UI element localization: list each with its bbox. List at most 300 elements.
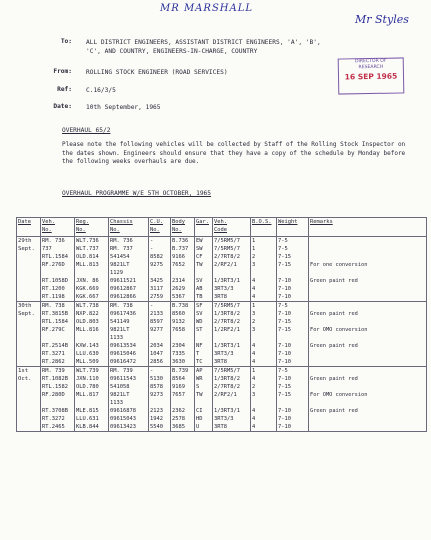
cell-gar: U: [195, 423, 213, 432]
cell-chassis: 1133: [109, 334, 149, 342]
cell-reg: MLL.817: [75, 391, 109, 399]
cell-veh: [41, 334, 75, 342]
cell-bos: 4: [251, 285, 277, 293]
cell-remarks: Green paint red: [309, 407, 427, 415]
cell-cu: 3425: [149, 277, 171, 285]
column-header: [41, 218, 75, 237]
cell-chassis: 09611543: [109, 375, 149, 383]
cell-chassis: 09616878: [109, 407, 149, 415]
cell-cu: 9273: [149, 391, 171, 399]
cell-bos: 4: [251, 407, 277, 415]
cell-code: [213, 399, 251, 407]
cell-cu: [149, 269, 171, 277]
cell-reg: KLB.844: [75, 423, 109, 432]
cell-gar: T: [195, 350, 213, 358]
cell-code: 3RT8: [213, 293, 251, 302]
cell-reg: WLT.738: [75, 302, 109, 311]
cell-reg: WLT.739: [75, 367, 109, 376]
cell-cu: -: [149, 237, 171, 246]
cell-reg: KGK.667: [75, 293, 109, 302]
cell-weight: [277, 269, 309, 277]
cell-veh: RF.279C: [41, 326, 75, 334]
cell-reg: JXN.110: [75, 375, 109, 383]
cell-veh: 737: [41, 245, 75, 253]
cell-veh: RT.2862: [41, 358, 75, 367]
cell-veh: RT.1198: [41, 293, 75, 302]
cell-body: 7658: [171, 326, 195, 334]
column-header: [195, 218, 213, 237]
cell-veh: RF.276D: [41, 261, 75, 269]
column-header-sublabel: No.: [42, 227, 52, 233]
cell-code: 1/3RT3/1: [213, 277, 251, 285]
cell-weight: [277, 399, 309, 407]
cell-weight: 7-10: [277, 423, 309, 432]
cell-bos: 4: [251, 342, 277, 350]
cell-code: 2/7RT8/2: [213, 318, 251, 326]
cell-reg: MLL.509: [75, 358, 109, 367]
cell-remarks: [309, 318, 427, 326]
date-label: Date:: [53, 103, 72, 110]
cell-date: [17, 399, 41, 407]
cell-bos: 4: [251, 293, 277, 302]
cell-reg: OLD.780: [75, 383, 109, 391]
cell-code: 1/3RT3/1: [213, 342, 251, 350]
cell-veh: RT.2465: [41, 423, 75, 432]
cell-remarks: [309, 302, 427, 311]
cell-chassis: RM. 738: [109, 302, 149, 311]
cell-date: [17, 269, 41, 277]
cell-bos: 3: [251, 310, 277, 318]
cell-veh: [41, 399, 75, 407]
cell-gar: [195, 269, 213, 277]
cell-bos: 3: [251, 391, 277, 399]
cell-chassis: 541058: [109, 383, 149, 391]
cell-date: [17, 415, 41, 423]
cell-bos: 2: [251, 383, 277, 391]
column-header: [309, 218, 427, 237]
cell-date: [17, 293, 41, 302]
cell-body: 2304: [171, 342, 195, 350]
cell-chassis: 541454: [109, 253, 149, 261]
cell-body: 9132: [171, 318, 195, 326]
cell-cu: 1047: [149, 350, 171, 358]
cell-bos: 2: [251, 253, 277, 261]
cell-remarks: [309, 415, 427, 423]
cell-date: [17, 326, 41, 334]
column-header: [171, 218, 195, 237]
cell-body: B.738: [171, 302, 195, 311]
cell-date: 1st: [17, 367, 41, 376]
cell-cu: -: [149, 245, 171, 253]
cell-cu: 8578: [149, 383, 171, 391]
cell-gar: AB: [195, 285, 213, 293]
cell-veh: RTL.1582: [41, 383, 75, 391]
column-header-label: Remarks: [310, 219, 333, 225]
stamp-date: 16 SEP 1965: [344, 71, 398, 82]
cell-gar: SV: [195, 310, 213, 318]
cell-reg: [75, 334, 109, 342]
table-body: [17, 237, 427, 432]
cell-cu: 3117: [149, 285, 171, 293]
cell-weight: 7-10: [277, 285, 309, 293]
column-header: [277, 218, 309, 237]
cell-bos: 4: [251, 277, 277, 285]
programme-title: OVERHAUL PROGRAMME W/E 5TH OCTOBER, 1965: [62, 190, 212, 197]
cell-gar: SV: [195, 277, 213, 285]
cell-veh: RT.1200: [41, 285, 75, 293]
cell-weight: 7-10: [277, 293, 309, 302]
cell-gar: CI: [195, 407, 213, 415]
cell-weight: 7-10: [277, 375, 309, 383]
cell-veh: RM. 738: [41, 302, 75, 311]
cell-gar: SW: [195, 245, 213, 253]
cell-weight: 7-10: [277, 407, 309, 415]
cell-bos: 4: [251, 423, 277, 432]
cell-body: 2629: [171, 285, 195, 293]
cell-chassis: 9821LT: [109, 326, 149, 334]
cell-cu: 2856: [149, 358, 171, 367]
column-header: [17, 218, 41, 237]
cell-weight: 7-10: [277, 350, 309, 358]
cell-bos: 1: [251, 237, 277, 246]
cell-date: [17, 261, 41, 269]
cell-code: 7/5RM5/7: [213, 302, 251, 311]
cell-code: 2/RF2/1: [213, 391, 251, 399]
table-row: [17, 407, 427, 415]
received-stamp: [338, 57, 405, 94]
column-header-label: Chassis: [110, 219, 133, 225]
cell-remarks: For one conversion: [309, 261, 427, 269]
overhaul-schedule-table: [16, 217, 427, 432]
cell-code: 3RT8: [213, 358, 251, 367]
cell-body: 9169: [171, 383, 195, 391]
cell-reg: WLT.736: [75, 237, 109, 246]
cell-chassis: 09615046: [109, 350, 149, 358]
cell-veh: RTL.1584: [41, 318, 75, 326]
cell-gar: CF: [195, 253, 213, 261]
cell-code: 2/7RT8/2: [213, 253, 251, 261]
cell-date: [17, 383, 41, 391]
cell-bos: 4: [251, 350, 277, 358]
cell-date: Oct.: [17, 375, 41, 383]
cell-date: [17, 253, 41, 261]
table-row: [17, 350, 427, 358]
cell-remarks: Green paint red: [309, 310, 427, 318]
cell-date: [17, 285, 41, 293]
column-header-label: B.O.S.: [252, 219, 272, 225]
cell-date: 30th: [17, 302, 41, 311]
column-header: [75, 218, 109, 237]
cell-bos: [251, 269, 277, 277]
cell-remarks: [309, 367, 427, 376]
cell-body: B.739: [171, 367, 195, 376]
cell-cu: [149, 334, 171, 342]
handwritten-name: MR MARSHALL: [160, 3, 254, 14]
cell-remarks: [309, 237, 427, 246]
table-row: [17, 399, 427, 407]
cell-body: B.736: [171, 237, 195, 246]
cell-reg: MLL.813: [75, 261, 109, 269]
cell-cu: 2034: [149, 342, 171, 350]
table-row: [17, 269, 427, 277]
column-header: [213, 218, 251, 237]
cell-weight: 7-15: [277, 253, 309, 261]
cell-reg: KGK.669: [75, 285, 109, 293]
cell-code: 3RT3/3: [213, 415, 251, 423]
cell-code: 2/RF2/1: [213, 261, 251, 269]
cell-remarks: [309, 293, 427, 302]
stamp-line-1: DIRECTOR OF: [354, 58, 387, 65]
cell-cu: 8582: [149, 253, 171, 261]
cell-code: 3RT3/3: [213, 285, 251, 293]
cell-bos: 1: [251, 367, 277, 376]
cell-reg: OLD.803: [75, 318, 109, 326]
cell-gar: TB: [195, 293, 213, 302]
table-row: [17, 318, 427, 326]
cell-remarks: [309, 285, 427, 293]
cell-remarks: [309, 350, 427, 358]
cell-date: [17, 391, 41, 399]
cell-veh: RT.3272: [41, 415, 75, 423]
cell-veh: RT.2514B: [41, 342, 75, 350]
cell-veh: RM. 739: [41, 367, 75, 376]
cell-chassis: 09612867: [109, 285, 149, 293]
stamp-line-2: RESEARCH: [358, 64, 384, 71]
cell-veh: RF.280D: [41, 391, 75, 399]
column-header-label: Date: [18, 219, 31, 225]
cell-cu: 2133: [149, 310, 171, 318]
cell-cu: -: [149, 367, 171, 376]
ref-label: Ref:: [57, 86, 72, 93]
cell-weight: 7-5: [277, 302, 309, 311]
column-header-sublabel: Code: [214, 227, 227, 233]
cell-remarks: [309, 358, 427, 367]
cell-code: 7/5RM5/7: [213, 367, 251, 376]
cell-remarks: [309, 399, 427, 407]
cell-gar: TW: [195, 391, 213, 399]
cell-reg: OLD.814: [75, 253, 109, 261]
table-row: [17, 310, 427, 318]
column-header-label: Veh.: [42, 219, 55, 225]
cell-date: [17, 342, 41, 350]
cell-code: [213, 269, 251, 277]
cell-body: 2578: [171, 415, 195, 423]
cell-weight: 7-15: [277, 391, 309, 399]
ref-value: C.16/3/5: [86, 87, 116, 94]
cell-gar: NF: [195, 342, 213, 350]
cell-bos: 4: [251, 358, 277, 367]
table-row: [17, 245, 427, 253]
cell-chassis: 09615043: [109, 415, 149, 423]
column-header-label: Body: [172, 219, 185, 225]
cell-code: 1/3RT8/2: [213, 310, 251, 318]
cell-chassis: 09616472: [109, 358, 149, 367]
cell-weight: 7-5: [277, 367, 309, 376]
cell-weight: [277, 334, 309, 342]
cell-body: 8560: [171, 310, 195, 318]
cell-cu: 8597: [149, 318, 171, 326]
cell-weight: 7-10: [277, 342, 309, 350]
cell-reg: JXN. 86: [75, 277, 109, 285]
cell-remarks: [309, 383, 427, 391]
cell-veh: RTL.1584: [41, 253, 75, 261]
cell-body: 5367: [171, 293, 195, 302]
cell-bos: 4: [251, 375, 277, 383]
cell-chassis: 09613423: [109, 423, 149, 432]
cell-date: Sept.: [17, 310, 41, 318]
cell-body: 2314: [171, 277, 195, 285]
cell-cu: 9275: [149, 261, 171, 269]
table-row: [17, 334, 427, 342]
cell-chassis: 9821LT: [109, 391, 149, 399]
cell-chassis: 09611521: [109, 277, 149, 285]
cell-body: 7335: [171, 350, 195, 358]
cell-gar: WR: [195, 375, 213, 383]
cell-veh: RT.1082B: [41, 375, 75, 383]
cell-remarks: [309, 423, 427, 432]
cell-reg: KXW.143: [75, 342, 109, 350]
cell-date: [17, 318, 41, 326]
cell-code: 2/7RT8/2: [213, 383, 251, 391]
cell-gar: AP: [195, 367, 213, 376]
cell-veh: [41, 269, 75, 277]
cell-code: [213, 334, 251, 342]
table-row: [17, 285, 427, 293]
from-label: From:: [53, 68, 72, 75]
cell-body: 7652: [171, 261, 195, 269]
cell-cu: 9277: [149, 326, 171, 334]
cell-chassis: 09617436: [109, 310, 149, 318]
cell-weight: 7-10: [277, 310, 309, 318]
cell-chassis: 1129: [109, 269, 149, 277]
cell-remarks: [309, 334, 427, 342]
cell-bos: 2: [251, 318, 277, 326]
column-header: [109, 218, 149, 237]
cell-remarks: Green paint red: [309, 375, 427, 383]
cell-code: 1/3RT3/1: [213, 407, 251, 415]
table-row: [17, 293, 427, 302]
column-header-sublabel: No.: [110, 227, 120, 233]
to-recipients: ALL DISTRICT ENGINEERS, ASSISTANT DISTRICT ENGINEERS, 'A', 'B', 'C', AND COUNTRY, ENGINEERS-IN-CHARGE, COUNTRY: [86, 39, 321, 55]
cell-body: 3630: [171, 358, 195, 367]
cell-chassis: RM. 737: [109, 245, 149, 253]
cell-cu: 5540: [149, 423, 171, 432]
column-header: [149, 218, 171, 237]
cell-veh: RM. 736: [41, 237, 75, 246]
cell-date: [17, 423, 41, 432]
cell-body: B.737: [171, 245, 195, 253]
cell-weight: 7-15: [277, 261, 309, 269]
cell-date: [17, 350, 41, 358]
cell-gar: SF: [195, 302, 213, 311]
cell-code: 1/2RF2/1: [213, 326, 251, 334]
cell-weight: 7-15: [277, 383, 309, 391]
cell-cu: 2759: [149, 293, 171, 302]
table-row: [17, 302, 427, 311]
table-row: [17, 415, 427, 423]
cell-bos: [251, 334, 277, 342]
table-row: [17, 391, 427, 399]
cell-bos: 4: [251, 415, 277, 423]
cell-code: 1/3RT8/2: [213, 375, 251, 383]
column-header-sublabel: No.: [150, 227, 160, 233]
date-value: 10th September, 1965: [86, 104, 161, 111]
cell-gar: HD: [195, 415, 213, 423]
column-header-label: C.U.: [150, 219, 163, 225]
cell-reg: LLU.630: [75, 350, 109, 358]
cell-date: [17, 334, 41, 342]
cell-weight: 7-10: [277, 277, 309, 285]
cell-body: [171, 269, 195, 277]
cell-chassis: 541149: [109, 318, 149, 326]
cell-gar: S: [195, 383, 213, 391]
cell-date: 29th: [17, 237, 41, 246]
cell-date: [17, 407, 41, 415]
cell-reg: LLU.631: [75, 415, 109, 423]
cell-bos: 1: [251, 245, 277, 253]
cell-veh: RT.3815B: [41, 310, 75, 318]
cell-gar: EW: [195, 237, 213, 246]
cell-bos: [251, 399, 277, 407]
cell-remarks: [309, 245, 427, 253]
cell-cu: -: [149, 302, 171, 311]
cell-gar: TC: [195, 358, 213, 367]
column-header-label: Reg.: [76, 219, 89, 225]
cell-bos: 3: [251, 261, 277, 269]
cell-code: 7/5RM5/7: [213, 237, 251, 246]
cell-body: 7657: [171, 391, 195, 399]
cell-reg: NXP.822: [75, 310, 109, 318]
table-row: [17, 326, 427, 334]
cell-cu: [149, 399, 171, 407]
cell-body: 9166: [171, 253, 195, 261]
cell-remarks: Green paint red: [309, 342, 427, 350]
cell-reg: MLE.815: [75, 407, 109, 415]
column-header-label: Gar.: [196, 219, 209, 225]
cell-body: [171, 334, 195, 342]
cell-cu: 2123: [149, 407, 171, 415]
cell-bos: 3: [251, 326, 277, 334]
cell-weight: 7-10: [277, 415, 309, 423]
cell-bos: 1: [251, 302, 277, 311]
table-row: [17, 358, 427, 367]
cell-body: 3685: [171, 423, 195, 432]
cell-chassis: RM. 739: [109, 367, 149, 376]
cell-cu: 5130: [149, 375, 171, 383]
cell-reg: MLL.816: [75, 326, 109, 334]
cell-remarks: Green paint red: [309, 277, 427, 285]
cell-reg: [75, 399, 109, 407]
column-header-sublabel: No.: [172, 227, 182, 233]
cell-weight: 7-15: [277, 318, 309, 326]
column-header-label: Veh.: [214, 219, 227, 225]
table-header-row: [17, 218, 427, 237]
cell-weight: 7-5: [277, 237, 309, 246]
cell-cu: 1942: [149, 415, 171, 423]
cell-chassis: 09612866: [109, 293, 149, 302]
to-label: To:: [60, 38, 72, 45]
column-header-sublabel: No.: [76, 227, 86, 233]
cell-chassis: 1133: [109, 399, 149, 407]
table-row: [17, 277, 427, 285]
cell-gar: [195, 334, 213, 342]
cell-code: 3RT8: [213, 423, 251, 432]
cell-code: 3RT3/3: [213, 350, 251, 358]
cell-date: [17, 358, 41, 367]
cell-chassis: RM. 736: [109, 237, 149, 246]
cell-weight: 7-5: [277, 245, 309, 253]
table-row: [17, 342, 427, 350]
